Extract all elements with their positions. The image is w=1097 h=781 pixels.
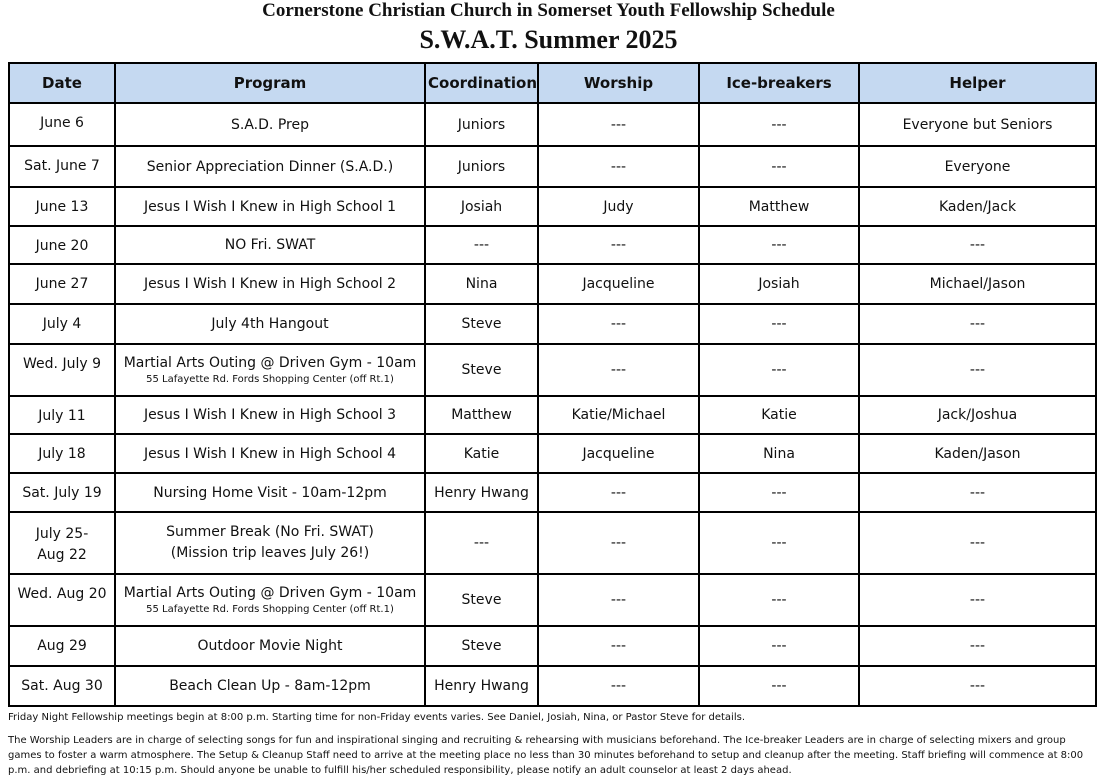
- icebreakers-cell: ---: [699, 512, 859, 574]
- page-title: Cornerstone Christian Church in Somerset Youth Fellowship Schedule: [262, 0, 835, 21]
- icebreakers-cell: ---: [699, 473, 859, 512]
- helper-cell: ---: [859, 626, 1096, 666]
- column-header-date: Date: [9, 63, 115, 103]
- table-row: [9, 473, 1096, 512]
- date-cell: Wed. Aug 20: [9, 574, 115, 626]
- worship-cell: Judy: [538, 187, 699, 226]
- icebreakers-cell: ---: [699, 666, 859, 706]
- worship-cell: ---: [538, 344, 699, 396]
- program-cell: Beach Clean Up - 8am-12pm: [115, 666, 425, 706]
- date-cell: June 6: [9, 103, 115, 146]
- date-cell: Sat. July 19: [9, 473, 115, 512]
- date-cell: June 20: [9, 226, 115, 264]
- coordination-cell: Steve: [425, 344, 538, 396]
- worship-cell: Katie/Michael: [538, 396, 699, 434]
- date-cell: Sat. Aug 30: [9, 666, 115, 706]
- icebreakers-cell: ---: [699, 103, 859, 146]
- icebreakers-cell: ---: [699, 344, 859, 396]
- date-cell: Wed. July 9: [9, 344, 115, 396]
- icebreakers-cell: ---: [699, 626, 859, 666]
- program-cell: Nursing Home Visit - 10am-12pm: [115, 473, 425, 512]
- date-cell: June 27: [9, 264, 115, 304]
- footer-note-meetings: Friday Night Fellowship meetings begin at 8:00 p.m. Starting time for non-Friday events varies. See Daniel, Josiah, Nina, or Pastor Steve for details.: [8, 712, 746, 723]
- table-row: [9, 666, 1096, 706]
- page-subtitle: S.W.A.T. Summer 2025: [419, 25, 678, 54]
- column-header-program: Program: [115, 63, 425, 103]
- helper-cell: ---: [859, 226, 1096, 264]
- worship-cell: ---: [538, 626, 699, 666]
- worship-cell: ---: [538, 103, 699, 146]
- program-cell: Jesus I Wish I Knew in High School 4: [115, 434, 425, 473]
- icebreakers-cell: ---: [699, 304, 859, 344]
- worship-cell: ---: [538, 146, 699, 187]
- program-address: 55 Lafayette Rd. Fords Shopping Center (off Rt.1): [146, 603, 394, 615]
- table-row: [9, 103, 1096, 146]
- coordination-cell: Steve: [425, 626, 538, 666]
- coordination-cell: Steve: [425, 304, 538, 344]
- schedule-table: [8, 62, 1097, 707]
- date-line-1: July 25-: [35, 526, 89, 542]
- program-cell: Jesus I Wish I Knew in High School 1: [115, 187, 425, 226]
- worship-cell: Jacqueline: [538, 434, 699, 473]
- program-cell: S.A.D. Prep: [115, 103, 425, 146]
- coordination-cell: Katie: [425, 434, 538, 473]
- column-header-worship: Worship: [538, 63, 699, 103]
- date-line-2: Aug 22: [37, 547, 87, 563]
- worship-cell: Jacqueline: [538, 264, 699, 304]
- icebreakers-cell: Josiah: [699, 264, 859, 304]
- icebreakers-cell: ---: [699, 146, 859, 187]
- column-header-icebreakers: Ice-breakers: [699, 63, 859, 103]
- table-row: [9, 574, 1096, 626]
- icebreakers-cell: Matthew: [699, 187, 859, 226]
- icebreakers-cell: ---: [699, 574, 859, 626]
- helper-cell: Everyone but Seniors: [859, 103, 1096, 146]
- worship-cell: ---: [538, 512, 699, 574]
- date-cell: Aug 29: [9, 626, 115, 666]
- coordination-cell: Nina: [425, 264, 538, 304]
- helper-cell: Kaden/Jason: [859, 434, 1096, 473]
- program-cell: [115, 344, 425, 396]
- program-cell: [115, 574, 425, 626]
- table-row: [9, 304, 1096, 344]
- table-row: [9, 344, 1096, 396]
- table-row: [9, 512, 1096, 574]
- coordination-cell: Juniors: [425, 103, 538, 146]
- program-line-1: Summer Break (No Fri. SWAT): [166, 524, 374, 540]
- program-cell: Jesus I Wish I Knew in High School 2: [115, 264, 425, 304]
- table-row: [9, 146, 1096, 187]
- table-row: [9, 187, 1096, 226]
- helper-cell: Everyone: [859, 146, 1096, 187]
- coordination-cell: Henry Hwang: [425, 666, 538, 706]
- table-row: [9, 396, 1096, 434]
- coordination-cell: Henry Hwang: [425, 473, 538, 512]
- column-header-helper: Helper: [859, 63, 1096, 103]
- helper-cell: Jack/Joshua: [859, 396, 1096, 434]
- date-cell: July 11: [9, 396, 115, 434]
- helper-cell: Kaden/Jack: [859, 187, 1096, 226]
- program-line-2: (Mission trip leaves July 26!): [170, 545, 370, 561]
- icebreakers-cell: Katie: [699, 396, 859, 434]
- worship-cell: ---: [538, 304, 699, 344]
- column-header-coordination: Coordination: [425, 63, 538, 103]
- coordination-cell: Steve: [425, 574, 538, 626]
- table-row: [9, 226, 1096, 264]
- coordination-cell: Matthew: [425, 396, 538, 434]
- footer-note-responsibilities: The Worship Leaders are in charge of selecting songs for fun and inspirational singing and recruiting & rehearsing with musicians beforehand. The Ice-breaker Leaders are in charge of selecting mixers and group games to foster a warm atmosphere. The Setup & Cleanup Staff need to arrive at the meeting place no less than 30 minutes beforehand to setup and cleanup after the meeting. Staff briefing will commence at 8:00 p.m. and debriefing at 10:15 p.m. Should anyone be unable to fulfill his/her scheduled responsibility, please notify an adult counselor at least 2 days ahead.: [8, 735, 1084, 776]
- coordination-cell: ---: [425, 226, 538, 264]
- program-cell: Jesus I Wish I Knew in High School 3: [115, 396, 425, 434]
- helper-cell: ---: [859, 344, 1096, 396]
- table-row: [9, 434, 1096, 473]
- date-cell: Sat. June 7: [9, 146, 115, 187]
- program-cell: [115, 512, 425, 574]
- helper-cell: ---: [859, 512, 1096, 574]
- coordination-cell: Josiah: [425, 187, 538, 226]
- worship-cell: ---: [538, 226, 699, 264]
- coordination-cell: Juniors: [425, 146, 538, 187]
- program-cell: Outdoor Movie Night: [115, 626, 425, 666]
- worship-cell: ---: [538, 574, 699, 626]
- icebreakers-cell: ---: [699, 226, 859, 264]
- helper-cell: ---: [859, 304, 1096, 344]
- program-cell: NO Fri. SWAT: [115, 226, 425, 264]
- helper-cell: ---: [859, 574, 1096, 626]
- worship-cell: ---: [538, 666, 699, 706]
- coordination-cell: ---: [425, 512, 538, 574]
- date-cell: June 13: [9, 187, 115, 226]
- program-cell: Senior Appreciation Dinner (S.A.D.): [115, 146, 425, 187]
- program-cell: July 4th Hangout: [115, 304, 425, 344]
- helper-cell: Michael/Jason: [859, 264, 1096, 304]
- date-cell: July 18: [9, 434, 115, 473]
- program-title: Martial Arts Outing @ Driven Gym - 10am: [123, 584, 417, 601]
- worship-cell: ---: [538, 473, 699, 512]
- date-cell: July 4: [9, 304, 115, 344]
- table-header-row: [9, 63, 1096, 103]
- date-cell: [9, 512, 115, 574]
- program-title: Martial Arts Outing @ Driven Gym - 10am: [123, 354, 417, 371]
- program-address: 55 Lafayette Rd. Fords Shopping Center (off Rt.1): [146, 373, 394, 385]
- helper-cell: ---: [859, 473, 1096, 512]
- table-row: [9, 626, 1096, 666]
- helper-cell: ---: [859, 666, 1096, 706]
- table-row: [9, 264, 1096, 304]
- icebreakers-cell: Nina: [699, 434, 859, 473]
